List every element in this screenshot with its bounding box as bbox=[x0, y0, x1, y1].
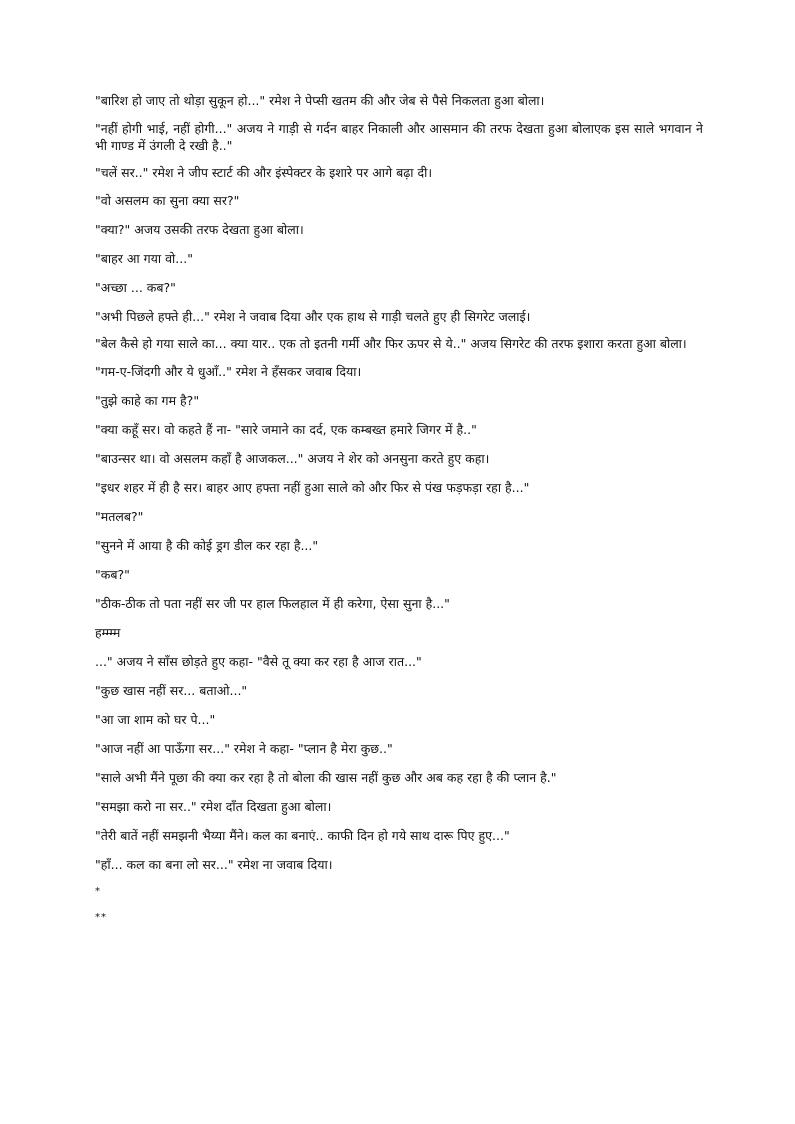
paragraph: "ठीक-ठीक तो पता नहीं सर जी पर हाल फिलहाल में ही करेगा, ऐसा सुना है..." bbox=[95, 595, 450, 611]
paragraph: "बेल कैसे हो गया साले का... क्या यार.. एक तो इतनी गर्मी और फिर ऊपर से ये.." अजय सिगरेट की तरफ इशारा करता हुआ बोला। bbox=[95, 336, 687, 351]
paragraph: ..." अजय ने साँस छोड़ते हुए कहा- "वैसे तू क्या कर रहा है आज रात..." bbox=[95, 653, 422, 669]
paragraph: "साले अभी मैंने पूछा की क्या कर रहा है तो बोला की खास नहीं कुछ और अब कह रहा है की प्लान है." bbox=[95, 769, 557, 785]
paragraph: "क्या?" अजय उसकी तरफ देखता हुआ बोला। bbox=[95, 221, 304, 237]
paragraph: "तेरी बातें नहीं समझनी भैय्या मैंने। कल का बनाएं.. काफी दिन हो गये साथ दारू पिए हुए..." bbox=[95, 827, 510, 843]
paragraph: "नहीं होगी भाई, नहीं होगी..." अजय ने गाड़ी से गर्दन बाहर निकाली और आसमान की तरफ देखता हुआ बोलाएक इस साले भगवान ने भी गाण्ड में उंगली दे रखी है.." bbox=[95, 120, 703, 153]
paragraph: "गम-ए-जिंदगी और ये धुआँ.." रमेश ने हँसकर जवाब दिया। bbox=[95, 363, 362, 379]
end-marker: * bbox=[95, 885, 101, 897]
paragraph: "आ जा शाम को घर पे..." bbox=[95, 711, 216, 727]
paragraph: "अभी पिछले हफ्ते ही..." रमेश ने जवाब दिया और एक हाथ से गाड़ी चलते हुए ही सिगरेट जलाई। bbox=[95, 308, 531, 324]
end-marker: ** bbox=[95, 911, 107, 923]
paragraph: "बारिश हो जाए तो थोड़ा सुकून हो..." रमेश ने पेप्सी खतम की और जेब से पैसे निकलता हुआ बोला। bbox=[95, 93, 545, 108]
paragraph: "कब?" bbox=[95, 566, 130, 582]
paragraph: "आज नहीं आ पाऊँगा सर..." रमेश ने कहा- "प्लान है मेरा कुछ.." bbox=[95, 740, 393, 756]
document-body bbox=[95, 92, 703, 937]
paragraph: "बाहर आ गया वो..." bbox=[95, 250, 193, 266]
paragraph: "अच्छा ... कब?" bbox=[95, 279, 176, 295]
paragraph: "इधर शहर में ही है सर। बाहर आए हफ्ता नहीं हुआ साले को और फिर से पंख फड़फड़ा रहा है..." bbox=[95, 479, 530, 495]
paragraph: "क्या कहूँ सर। वो कहते हैं ना- "सारे जमाने का दर्द, एक कम्बख्त हमारे जिगर में है.." bbox=[95, 421, 477, 437]
paragraph: "हाँ... कल का बना लो सर..." रमेश ना जवाब दिया। bbox=[95, 856, 333, 872]
paragraph: "मतलब?" bbox=[95, 508, 144, 524]
paragraph: हम्म्म्म bbox=[95, 624, 121, 640]
paragraph: "कुछ खास नहीं सर... बताओ..." bbox=[95, 682, 248, 698]
paragraph: "तुझे काहे का गम है?" bbox=[95, 392, 200, 408]
paragraph: "समझा करो ना सर.." रमेश दाँत दिखता हुआ बोला। bbox=[95, 798, 332, 814]
paragraph: "वो असलम का सुना क्या सर?" bbox=[95, 192, 240, 208]
paragraph: "सुनने में आया है की कोई ड्रग डील कर रहा है..." bbox=[95, 537, 319, 553]
paragraph: "बाउन्सर था। वो असलम कहाँ है आजकल..." अजय ने शेर को अनसुना करते हुए कहा। bbox=[95, 450, 490, 466]
paragraph: "चलें सर.." रमेश ने जीप स्टार्ट की और इंस्पेक्टर के इशारे पर आगे बढ़ा दी। bbox=[95, 165, 433, 180]
